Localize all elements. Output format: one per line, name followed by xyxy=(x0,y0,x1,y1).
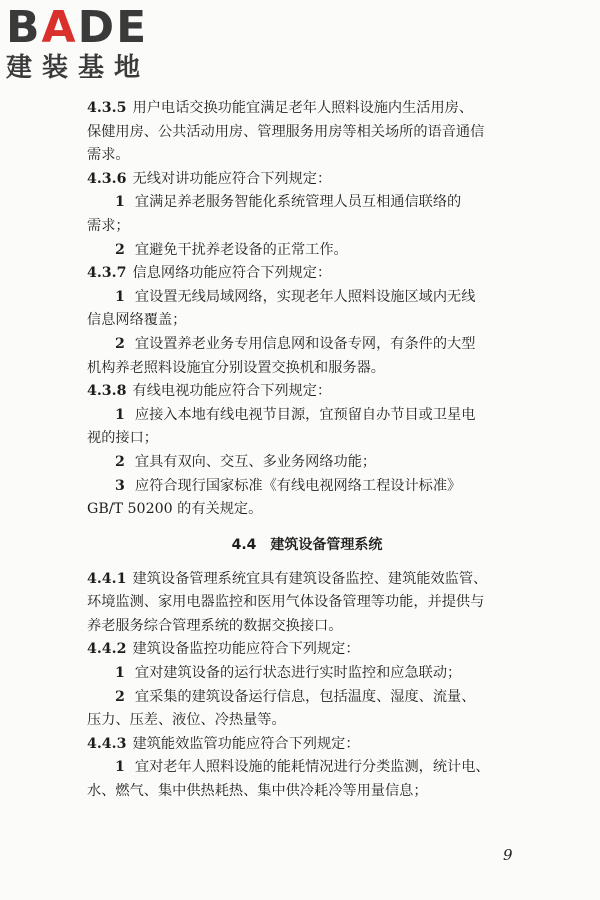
section-heading xyxy=(87,522,527,568)
clause-text: 建筑设备管理系统宜具有建筑设备监控、建筑能效监管、 xyxy=(132,570,488,587)
list-item xyxy=(87,333,527,357)
item-number: 1 xyxy=(115,406,125,423)
item-number: 1 xyxy=(115,194,125,211)
section-number: 4.4 xyxy=(231,536,257,553)
item-text: 宜采集的建筑设备运行信息，包括温度、湿度、流量、 xyxy=(134,688,476,705)
clause-text: 用户电话交换功能宜满足老年人照料设施内生活用房、 xyxy=(132,100,474,116)
list-item xyxy=(87,451,527,475)
item-text: 应接入本地有线电视节目源，宜预留自办节目或卫星电 xyxy=(134,406,476,423)
item-text: 宜设置无线局域网络，实现老年人照料设施区域内无线 xyxy=(134,288,476,305)
clause-4-4-2 xyxy=(87,638,527,662)
clause-4-4-3 xyxy=(87,733,527,757)
clause-text: 有线电视功能应符合下列规定： xyxy=(132,383,332,400)
item-text-cont: 机构养老照料设施宜分别设置交换机和服务器。 xyxy=(87,359,385,376)
list-item xyxy=(87,686,527,710)
clause-text-cont: 需求。 xyxy=(87,147,130,164)
clause-4-4-1 xyxy=(87,568,527,592)
clause-text: 信息网络功能应符合下列规定： xyxy=(132,265,332,282)
list-item xyxy=(87,662,527,686)
item-number: 2 xyxy=(115,241,125,258)
logo-letters-2: DE xyxy=(77,2,149,53)
item-text-cont: 水、燃气、集中供热耗热、集中供冷耗冷等用量信息； xyxy=(87,783,428,800)
list-item xyxy=(87,475,527,499)
logo-letters-1: B xyxy=(6,2,42,53)
clause-4-3-5 xyxy=(87,97,527,121)
clause-text-cont: 环境监测、家用电器监控和医用气体设备管理等功能，并提供与 xyxy=(87,594,485,611)
item-text: 宜具有双向、交互、多业务网络功能； xyxy=(134,453,377,470)
item-text-cont: 信息网络覆盖； xyxy=(87,312,187,329)
clause-4-3-8 xyxy=(87,380,527,404)
item-number: 2 xyxy=(115,688,125,705)
bade-logo xyxy=(6,4,176,90)
item-text: 宜满足养老服务智能化系统管理人员互相通信联络的 xyxy=(134,194,462,211)
item-number: 1 xyxy=(115,288,125,305)
clause-text: 建筑能效监管功能应符合下列规定： xyxy=(132,735,360,752)
item-text-cont: 压力、压差、液位、冷热量等。 xyxy=(87,712,286,729)
section-title: 建筑设备管理系统 xyxy=(270,536,383,553)
list-item xyxy=(87,756,527,780)
item-number: 2 xyxy=(115,335,125,352)
list-item xyxy=(87,191,527,215)
item-text-cont: 视的接口； xyxy=(87,430,158,447)
clause-number: 4.3.6 xyxy=(87,170,127,187)
clause-4-3-6 xyxy=(87,168,527,192)
clause-number: 4.4.3 xyxy=(87,735,127,752)
item-text: 宜对老年人照料设施的能耗情况进行分类监测，统计电、 xyxy=(134,759,490,776)
item-number: 2 xyxy=(115,453,125,470)
clause-number: 4.3.7 xyxy=(87,265,127,282)
clause-text-cont: 养老服务综合管理系统的数据交换接口。 xyxy=(87,617,343,634)
item-text-cont: 需求； xyxy=(87,217,130,234)
clause-number: 4.3.8 xyxy=(87,383,127,400)
clause-text-cont: 保健用房、公共活动用房、管理服务用房等相关场所的语音通信 xyxy=(87,123,485,140)
item-text: 宜对建筑设备的运行状态进行实时监控和应急联动； xyxy=(134,665,462,682)
list-item xyxy=(87,404,527,428)
clause-number: 4.4.2 xyxy=(87,641,127,658)
document-body xyxy=(87,97,527,804)
clause-text: 建筑设备监控功能应符合下列规定： xyxy=(132,641,360,658)
item-number: 3 xyxy=(115,477,125,494)
item-text: 应符合现行国家标准《有线电视网络工程设计标准》 xyxy=(134,477,462,494)
clause-number: 4.4.1 xyxy=(87,570,127,587)
item-text-cont: GB/T 50200 的有关规定。 xyxy=(87,501,263,518)
page-number: 9 xyxy=(503,846,513,864)
clause-number: 4.3.5 xyxy=(87,100,127,116)
logo-letter-accent: A xyxy=(41,2,78,53)
list-item xyxy=(87,286,527,310)
logo-wordmark xyxy=(6,2,176,53)
item-number: 1 xyxy=(115,665,125,682)
item-text: 宜设置养老业务专用信息网和设备专网，有条件的大型 xyxy=(134,335,476,352)
item-number: 1 xyxy=(115,759,125,776)
item-text: 宜避免干扰养老设备的正常工作。 xyxy=(134,241,348,258)
clause-text: 无线对讲功能应符合下列规定： xyxy=(132,170,332,187)
clause-4-3-7 xyxy=(87,262,527,286)
logo-subtitle: 建装基地 xyxy=(6,53,151,83)
list-item xyxy=(87,239,527,263)
